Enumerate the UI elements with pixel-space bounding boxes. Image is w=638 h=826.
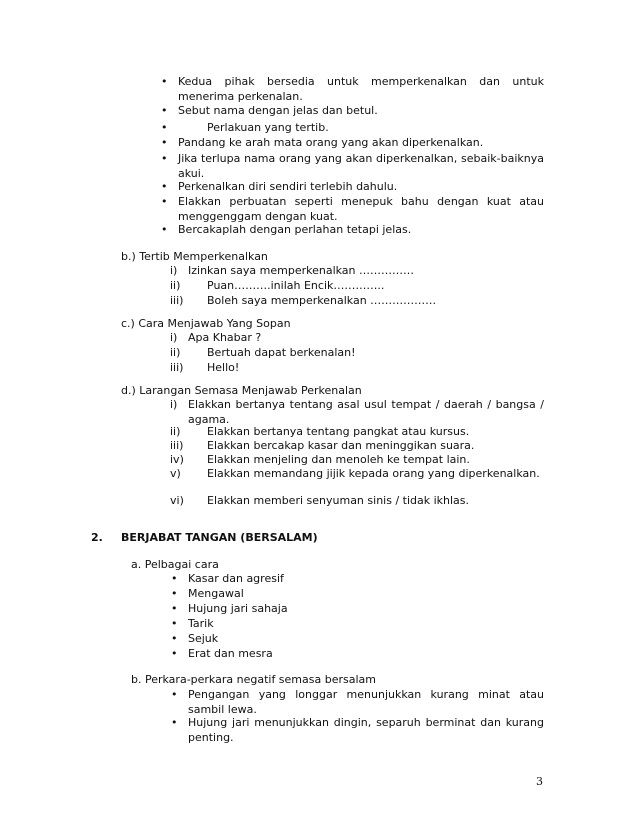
bullet-icon: • bbox=[171, 632, 178, 645]
section-number: 2. bbox=[91, 531, 103, 544]
bullet-icon: • bbox=[161, 75, 168, 88]
item-number: v) bbox=[170, 467, 181, 480]
item-number: iii) bbox=[170, 294, 184, 307]
bullet-icon: • bbox=[161, 104, 168, 117]
list-item: Hujung jari sahaja bbox=[188, 602, 288, 615]
list-item: Perkenalkan diri sendiri terlebih dahulu. bbox=[178, 180, 398, 193]
list-item: Sebut nama dengan jelas dan betul. bbox=[178, 104, 378, 117]
bullet-icon: • bbox=[161, 195, 168, 208]
bullet-icon: • bbox=[171, 602, 178, 615]
section-heading: c.) Cara Menjawab Yang Sopan bbox=[121, 317, 291, 330]
list-item: Izinkan saya memperkenalkan …………… bbox=[188, 264, 415, 277]
item-number: iii) bbox=[170, 439, 184, 452]
list-item: Bercakaplah dengan perlahan tetapi jelas. bbox=[178, 223, 412, 236]
list-item: Kedua pihak bersedia untuk memperkenalkan dan untuk menerima perkenalan. bbox=[178, 75, 544, 103]
bullet-icon: • bbox=[161, 180, 168, 193]
section-title: BERJABAT TANGAN (BERSALAM) bbox=[121, 531, 318, 544]
list-item: Elakkan bertanya tentang asal usul tempat / daerah / bangsa / agama. bbox=[188, 398, 544, 426]
bullet-icon: • bbox=[171, 688, 178, 701]
list-item: Perlakuan yang tertib. bbox=[207, 121, 329, 134]
bullet-icon: • bbox=[161, 136, 168, 149]
list-item: Pandang ke arah mata orang yang akan diperkenalkan. bbox=[178, 136, 484, 149]
list-item: Hello! bbox=[207, 361, 240, 374]
list-item: Mengawal bbox=[188, 587, 244, 600]
bullet-icon: • bbox=[161, 121, 168, 134]
list-item: Elakkan bercakap kasar dan meninggikan suara. bbox=[207, 439, 475, 452]
item-number: ii) bbox=[170, 346, 181, 359]
list-item: Hujung jari menunjukkan dingin, separuh berminat dan kurang penting. bbox=[188, 716, 544, 744]
list-item: Bertuah dapat berkenalan! bbox=[207, 346, 356, 359]
page-number: 3 bbox=[536, 775, 543, 788]
subsection-heading: a. Pelbagai cara bbox=[131, 558, 219, 571]
list-item: Puan……….inilah Encik………….. bbox=[207, 279, 385, 292]
item-number: iii) bbox=[170, 361, 184, 374]
bullet-icon: • bbox=[171, 587, 178, 600]
bullet-icon: • bbox=[161, 223, 168, 236]
item-number: ii) bbox=[170, 279, 181, 292]
bullet-icon: • bbox=[161, 152, 168, 165]
bullet-icon: • bbox=[171, 617, 178, 630]
list-item: Elakkan perbuatan seperti menepuk bahu dengan kuat atau menggenggam dengan kuat. bbox=[178, 195, 544, 223]
list-item: Kasar dan agresif bbox=[188, 572, 284, 585]
item-number: i) bbox=[170, 398, 178, 411]
list-item: Elakkan memberi senyuman sinis / tidak ikhlas. bbox=[207, 494, 470, 507]
list-item: Apa Khabar ? bbox=[188, 331, 262, 344]
list-item: Sejuk bbox=[188, 632, 219, 645]
section-heading: d.) Larangan Semasa Menjawab Perkenalan bbox=[121, 384, 362, 397]
section-heading: b.) Tertib Memperkenalkan bbox=[121, 250, 268, 263]
item-number: vi) bbox=[170, 494, 184, 507]
bullet-icon: • bbox=[171, 572, 178, 585]
item-number: ii) bbox=[170, 425, 181, 438]
item-number: i) bbox=[170, 264, 178, 277]
list-item: Pengangan yang longgar menunjukkan kurang minat atau sambil lewa. bbox=[188, 688, 544, 716]
list-item: Tarik bbox=[188, 617, 214, 630]
list-item: Elakkan memandang jijik kepada orang yang diperkenalkan. bbox=[207, 467, 540, 480]
bullet-icon: • bbox=[171, 716, 178, 729]
list-item: Erat dan mesra bbox=[188, 647, 273, 660]
subsection-heading: b. Perkara-perkara negatif semasa bersalam bbox=[131, 673, 376, 686]
item-number: iv) bbox=[170, 453, 184, 466]
list-item: Jika terlupa nama orang yang akan diperkenalkan, sebaik-baiknya akui. bbox=[178, 152, 544, 180]
list-item: Elakkan menjeling dan menoleh ke tempat lain. bbox=[207, 453, 470, 466]
bullet-icon: • bbox=[171, 647, 178, 660]
list-item: Boleh saya memperkenalkan ……………… bbox=[207, 294, 437, 307]
list-item: Elakkan bertanya tentang pangkat atau kursus. bbox=[207, 425, 470, 438]
item-number: i) bbox=[170, 331, 178, 344]
